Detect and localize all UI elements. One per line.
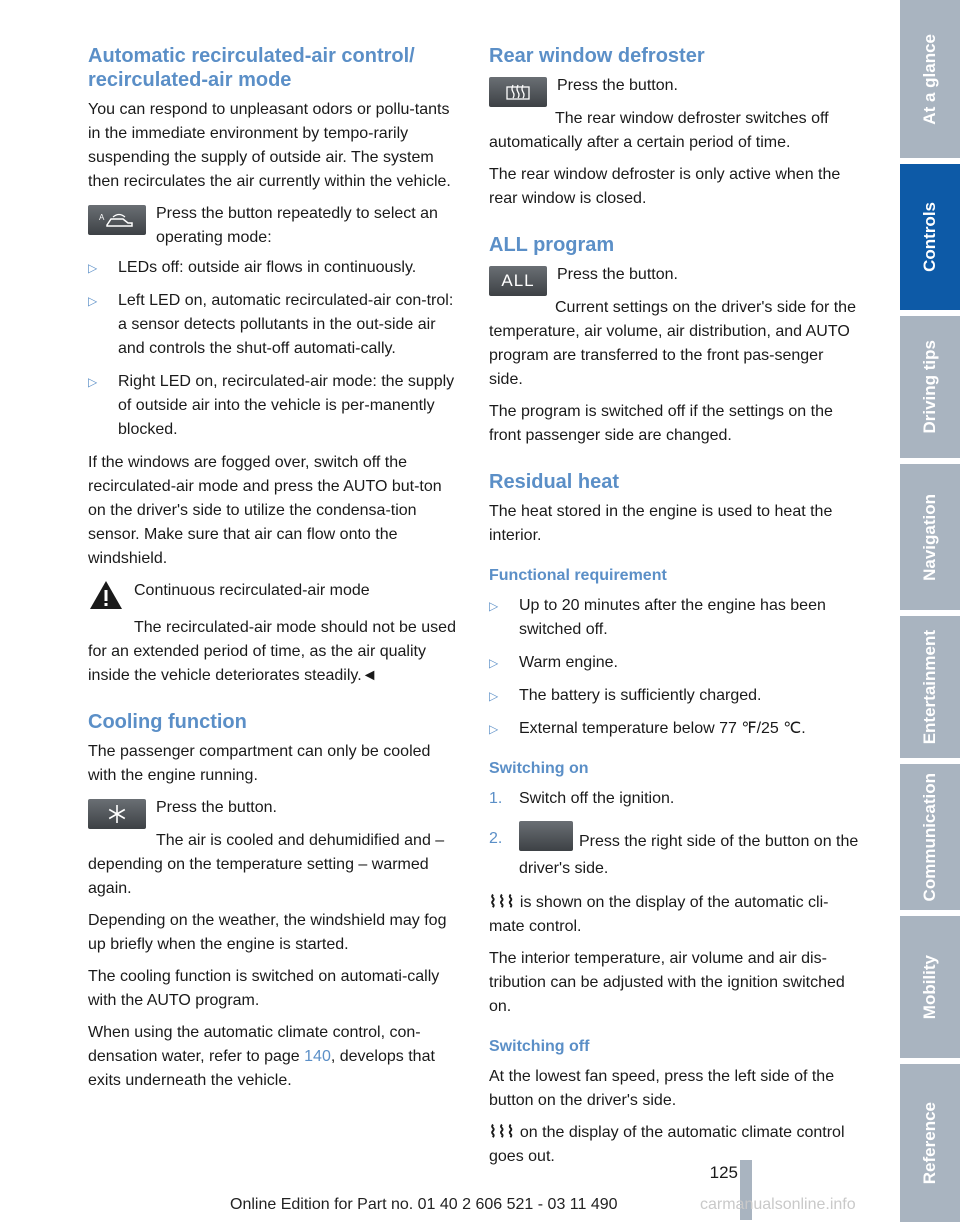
list-item: 1. Switch off the ignition. bbox=[489, 790, 675, 807]
switching-on-steps bbox=[489, 787, 861, 881]
list-item: 2. Press the right side of the button on the driver's side. bbox=[489, 821, 861, 881]
heading-functional-requirement: Functional requirement bbox=[489, 567, 667, 584]
list-item: ▷ Up to 20 minutes after the engine has been switched off. bbox=[489, 594, 861, 642]
triangle-bullet-icon: ▷ bbox=[88, 294, 98, 308]
tab-entertainment[interactable]: Entertainment bbox=[900, 616, 960, 758]
cooling-button-row bbox=[88, 796, 462, 829]
list-item: ▷ External temperature below 77 ℉/25 ℃. bbox=[489, 717, 861, 741]
tab-driving-tips[interactable]: Driving tips bbox=[900, 316, 960, 458]
recirc-button-instruction: Press the button repeatedly to select an operating mode: bbox=[156, 205, 438, 246]
requirement-list bbox=[489, 594, 861, 741]
tab-reference[interactable]: Reference bbox=[900, 1064, 960, 1222]
heading-rear-window-defroster: Rear window defroster bbox=[489, 45, 705, 67]
left-column bbox=[88, 44, 462, 1101]
rear-defroster-icon bbox=[505, 83, 531, 101]
tab-communication[interactable]: Communication bbox=[900, 764, 960, 910]
cooling-intro: The passenger compartment can only be cooled with the engine running. bbox=[88, 743, 431, 784]
residual-intro: The heat stored in the engine is used to heat the interior. bbox=[489, 503, 833, 544]
all-press: Press the button. bbox=[557, 266, 678, 283]
triangle-bullet-icon: ▷ bbox=[489, 656, 499, 670]
residual-display-shown: ⌇⌇⌇ is shown on the display of the automatic cli-mate control. bbox=[489, 894, 829, 935]
warning-text: The recirculated-air mode should not be used for an extended period of time, as the air quality inside the vehicle deteriorates steadily.◄ bbox=[88, 619, 456, 684]
heading-switching-on: Switching on bbox=[489, 760, 589, 777]
list-item: ▷ Right LED on, recirculated-air mode: the supply of outside air into the vehicle is per-manently blocked. bbox=[88, 370, 462, 442]
residual-heat-symbol-icon: ⌇⌇⌇ bbox=[489, 1124, 516, 1141]
residual-off-text: At the lowest fan speed, press the left side of the button on the driver's side. bbox=[489, 1068, 835, 1109]
recirc-intro: You can respond to unpleasant odors or pollu-tants in the immediate environment by tempo-rarily suspending the supply of outside air. The system then recirculates the air currently within the vehicle. bbox=[88, 101, 451, 190]
cooling-button-image bbox=[88, 799, 146, 829]
cooling-p1: Depending on the weather, the windshield may fog up briefly when the engine is started. bbox=[88, 912, 447, 953]
heading-residual-heat: Residual heat bbox=[489, 471, 620, 493]
residual-heat-symbol-icon: ⌇⌇⌇ bbox=[489, 894, 516, 911]
tab-navigation[interactable]: Navigation bbox=[900, 464, 960, 610]
triangle-bullet-icon: ▷ bbox=[489, 689, 499, 703]
all-button-label: ALL bbox=[501, 271, 535, 290]
residual-adjust: The interior temperature, air volume and air dis-tribution can be adjusted with the ignition switched on. bbox=[489, 950, 845, 1015]
defroster-detail: The rear window defroster switches off automatically after a certain period of time. bbox=[489, 110, 829, 151]
svg-text:A: A bbox=[99, 213, 105, 222]
all-detail: Current settings on the driver's side for the temperature, air volume, air distribution, and AUTO program are transferred to the front pas-senger side. bbox=[489, 299, 856, 388]
defroster-press: Press the button. bbox=[557, 77, 678, 94]
triangle-bullet-icon: ▷ bbox=[489, 722, 499, 736]
section-tab-sidebar bbox=[900, 0, 960, 1222]
cooling-press: Press the button. bbox=[156, 799, 277, 816]
watermark: carmanualsonline.info bbox=[700, 1196, 856, 1213]
residual-off-display: ⌇⌇⌇ on the display of the automatic climate control goes out. bbox=[489, 1124, 845, 1165]
recirc-button-row bbox=[88, 202, 462, 252]
cooling-p3: When using the automatic climate control, con-densation water, refer to page 140, develops that exits underneath the vehicle. bbox=[88, 1024, 435, 1089]
snowflake-icon bbox=[107, 804, 127, 824]
defroster-button-image bbox=[489, 77, 547, 107]
page-link-140[interactable]: 140 bbox=[304, 1048, 331, 1065]
recirculation-car-icon bbox=[97, 211, 137, 229]
list-item: ▷ Warm engine. bbox=[489, 651, 861, 675]
all-button-row bbox=[489, 263, 861, 296]
warning-triangle-icon bbox=[88, 579, 124, 616]
defroster-p1: The rear window defroster is only active when the rear window is closed. bbox=[489, 166, 841, 207]
all-button-image bbox=[489, 266, 547, 296]
list-item: ▷ Left LED on, automatic recirculated-air con-trol: a sensor detects pollutants in the out-side air and controls the shut-off automati-cally. bbox=[88, 289, 462, 361]
footer-edition: Online Edition for Part no. 01 40 2 606 521 - 03 11 490 bbox=[230, 1196, 618, 1213]
warning-box bbox=[88, 579, 462, 616]
defroster-button-row bbox=[489, 74, 861, 107]
triangle-bullet-icon: ▷ bbox=[88, 375, 98, 389]
heading-all-program: ALL program bbox=[489, 234, 615, 256]
heading-recirculated-air: Automatic recirculated-air control/ recirculated-air mode bbox=[88, 45, 415, 91]
triangle-bullet-icon: ▷ bbox=[88, 261, 98, 275]
right-column bbox=[489, 44, 861, 1177]
all-p1: The program is switched off if the settings on the front passenger side are changed. bbox=[489, 403, 833, 444]
list-item: ▷ LEDs off: outside air flows in continuously. bbox=[88, 256, 462, 280]
tab-controls[interactable]: Controls bbox=[900, 164, 960, 310]
heading-switching-off: Switching off bbox=[489, 1038, 590, 1055]
fan-button-image bbox=[519, 821, 573, 851]
cooling-p2: The cooling function is switched on automati-cally with the AUTO program. bbox=[88, 968, 440, 1009]
recirculation-button-image bbox=[88, 205, 146, 235]
fog-note: If the windows are fogged over, switch off the recirculated-air mode and press the AUTO but-ton on the driver's side to utilize the condensa-tion sensor. Make sure that air can flow onto the windshield. bbox=[88, 454, 442, 567]
page-number: 125 bbox=[709, 1163, 738, 1182]
cooling-press-detail: The air is cooled and dehumidified and – depending on the temperature setting – warmed again. bbox=[88, 832, 445, 897]
tab-at-a-glance[interactable]: At a glance bbox=[900, 0, 960, 158]
list-item: ▷ The battery is sufficiently charged. bbox=[489, 684, 861, 708]
warning-title: Continuous recirculated-air mode bbox=[134, 582, 370, 599]
recirc-mode-list bbox=[88, 256, 462, 442]
triangle-bullet-icon: ▷ bbox=[489, 599, 499, 613]
tab-mobility[interactable]: Mobility bbox=[900, 916, 960, 1058]
heading-cooling-function: Cooling function bbox=[88, 711, 247, 733]
